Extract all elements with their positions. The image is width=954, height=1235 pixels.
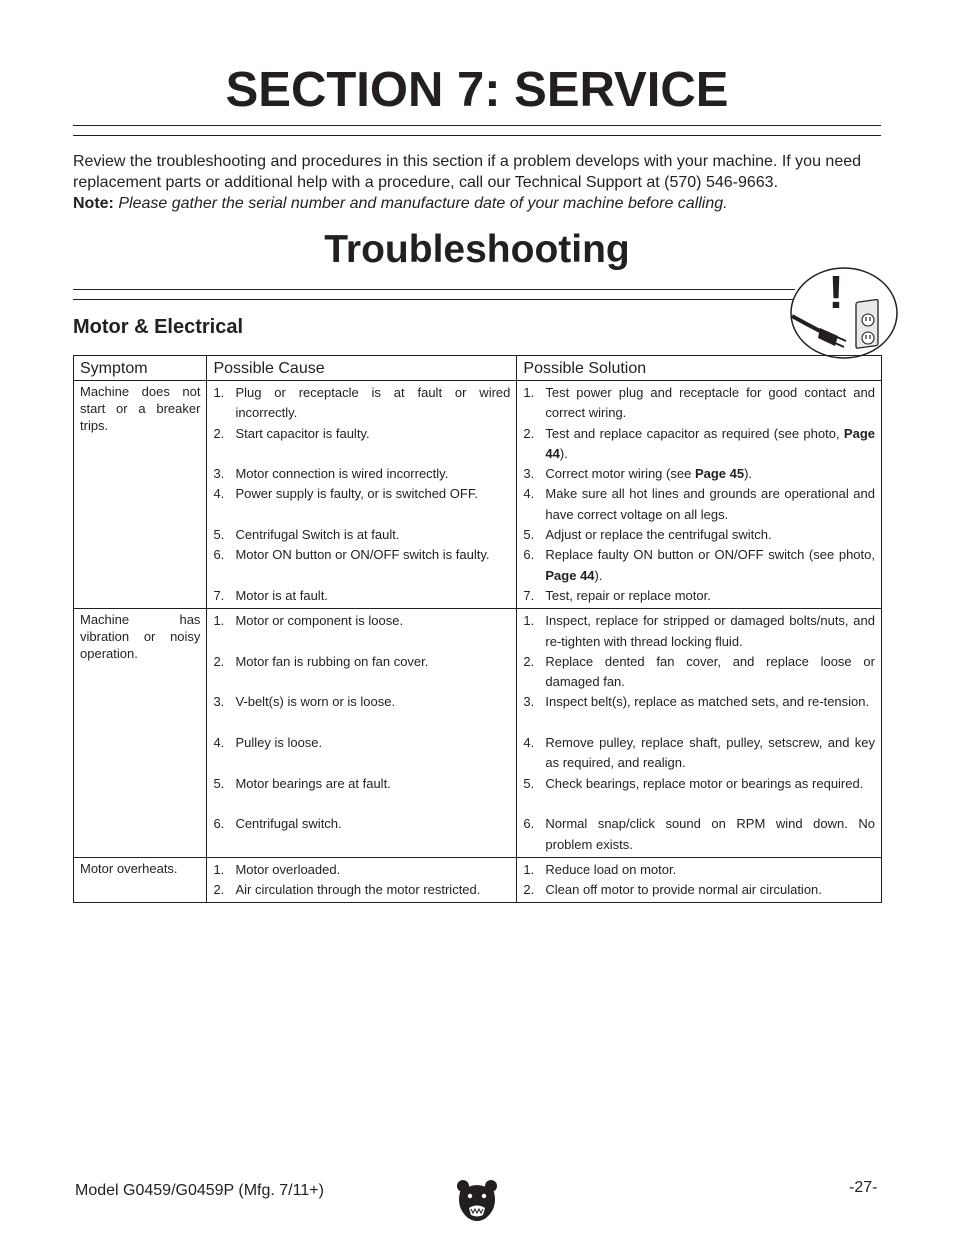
solution-number: 1. — [523, 385, 535, 400]
cause-item — [213, 733, 510, 774]
solution-item — [523, 525, 875, 545]
solution-number: 6. — [523, 816, 535, 832]
cause-number: 5. — [213, 775, 225, 791]
category-heading: Motor & Electrical — [73, 316, 244, 338]
troubleshooting-title: Troubleshooting — [324, 228, 630, 271]
exclamation-glyph: ! — [828, 266, 844, 318]
solution-number: 5. — [523, 775, 535, 791]
footer-model: Model G0459/G0459P (Mfg. 7/11+) — [75, 1182, 324, 1199]
cause-number: 6. — [213, 816, 225, 832]
cause-text: Motor ON button or ON/OFF switch is faulty. — [235, 547, 490, 563]
cause-number: 3. — [213, 694, 225, 710]
solution-number: 4. — [523, 486, 535, 502]
section-rule-bottom — [73, 135, 881, 136]
cause-cell — [207, 381, 517, 609]
cause-number: 2. — [213, 425, 225, 441]
solution-text: Inspect belt(s), replace as matched sets, and re-tension. — [545, 694, 870, 710]
solution-text: Test power plug and receptacle for good contact and correct wiring. — [545, 385, 875, 421]
symptom-cell: Machine has vibration or noisy operation. — [74, 609, 207, 858]
solution-number: 2. — [523, 882, 535, 898]
cause-item — [213, 860, 510, 880]
cause-item — [213, 545, 510, 586]
cause-cell — [207, 609, 517, 858]
solution-cell — [517, 609, 882, 858]
solution-item — [523, 611, 875, 652]
cause-text: Motor is at fault. — [235, 587, 328, 603]
solution-text: Test and replace capacitor as required (see photo, — [545, 425, 844, 441]
solution-number: 5. — [523, 527, 535, 543]
solution-text: Clean off motor to provide normal air circulation. — [545, 882, 822, 898]
cause-item — [213, 525, 510, 545]
solution-item — [523, 652, 875, 693]
solution-item — [523, 586, 875, 606]
solution-text: Make sure all hot lines and grounds are operational and have correct voltage on all legs. — [545, 486, 875, 522]
solution-text: Reduce load on motor. — [545, 861, 677, 877]
electrical-warning-icon — [788, 266, 900, 360]
solution-item — [523, 692, 875, 733]
solution-text: Correct motor wiring (see — [545, 466, 695, 482]
footer-page-number: -27- — [849, 1179, 878, 1196]
cause-text: Motor or component is loose. — [235, 613, 404, 629]
solution-text: Inspect, replace for stripped or damaged bolts/nuts, and re-tighten with thread locking fluid. — [545, 613, 875, 649]
page-reference: Page 44 — [545, 567, 595, 583]
solution-item — [523, 814, 875, 855]
symptom-cell: Machine does not start or a breaker trips. — [74, 381, 207, 609]
cause-text: Pulley is loose. — [235, 735, 323, 751]
solution-item — [523, 733, 875, 774]
cause-number: 6. — [213, 547, 225, 563]
solution-text: Replace faulty ON button or ON/OFF switch (see photo, — [545, 547, 875, 563]
solution-text-end: ). — [559, 445, 568, 461]
solution-number: 1. — [523, 861, 535, 877]
note-label: Note: — [73, 195, 114, 212]
header-possible-solution: Possible Solution — [517, 356, 882, 381]
solution-number: 2. — [523, 653, 535, 669]
cause-item — [213, 484, 510, 525]
cause-number: 4. — [213, 486, 225, 502]
solution-text: Replace dented fan cover, and replace loose or damaged fan. — [545, 653, 875, 690]
solution-cell — [517, 381, 882, 609]
cause-number: 3. — [213, 466, 225, 482]
cause-number: 2. — [213, 653, 225, 669]
cause-text: Motor fan is rubbing on fan cover. — [235, 653, 429, 669]
cause-cell — [207, 857, 517, 903]
page-reference: Page 44 — [545, 425, 875, 461]
cause-item — [213, 814, 510, 855]
solution-item — [523, 880, 875, 900]
solution-item — [523, 424, 875, 465]
solution-number: 1. — [523, 613, 535, 629]
troubleshooting-rule-bottom — [73, 299, 795, 300]
solution-number: 3. — [523, 694, 535, 710]
intro-paragraph — [73, 151, 883, 214]
cause-item — [213, 774, 510, 815]
cause-number: 2. — [213, 882, 225, 898]
solution-number: 6. — [523, 547, 535, 563]
cause-item — [213, 383, 510, 424]
solution-text-end: ). — [594, 567, 603, 583]
cause-text: Plug or receptacle is at fault or wired incorrectly. — [235, 385, 511, 421]
intro-text: Review the troubleshooting and procedures in this section if a problem develops with your machine. If you need replacement parts or additional help with a procedure, call our Technical Support at (570) 546-9663. — [73, 153, 862, 191]
header-symptom: Symptom — [74, 356, 207, 381]
solution-cell — [517, 857, 882, 903]
cause-number: 1. — [213, 385, 225, 400]
page-reference: Page 45 — [694, 466, 745, 482]
solution-item — [523, 484, 875, 525]
cause-item — [213, 424, 510, 465]
cause-number: 1. — [213, 861, 225, 877]
solution-item — [523, 545, 875, 586]
solution-item — [523, 464, 875, 484]
cause-text: Start capacitor is faulty. — [235, 425, 370, 441]
cause-text: Motor bearings are at fault. — [235, 775, 391, 791]
header-possible-cause: Possible Cause — [207, 356, 517, 381]
solution-number: 4. — [523, 735, 535, 751]
table-row — [74, 857, 882, 903]
cause-number: 5. — [213, 527, 225, 543]
troubleshooting-table — [73, 355, 882, 903]
cause-item — [213, 880, 510, 900]
cause-number: 7. — [213, 587, 225, 603]
cause-text: V-belt(s) is worn or is loose. — [235, 694, 396, 710]
solution-text-end: ). — [744, 466, 753, 482]
table-row — [74, 381, 882, 609]
bear-logo-icon — [456, 1178, 498, 1224]
cause-text: Power supply is faulty, or is switched OFF. — [235, 486, 478, 502]
solution-text: Test, repair or replace motor. — [545, 587, 711, 603]
solution-item — [523, 860, 875, 880]
cause-item — [213, 611, 510, 652]
solution-number: 7. — [523, 587, 535, 603]
cause-number: 4. — [213, 735, 225, 751]
solution-number: 3. — [523, 466, 535, 482]
cause-number: 1. — [213, 613, 225, 629]
cause-item — [213, 586, 510, 606]
cause-text: Centrifugal Switch is at fault. — [235, 527, 400, 543]
solution-text: Adjust or replace the centrifugal switch. — [545, 527, 772, 543]
table-row — [74, 609, 882, 858]
symptom-cell: Motor overheats. — [74, 857, 207, 903]
solution-text: Remove pulley, replace shaft, pulley, setscrew, and key as required, and realign. — [545, 735, 875, 771]
cause-item — [213, 652, 510, 693]
table-header-row — [74, 356, 882, 381]
cause-text: Air circulation through the motor restricted. — [235, 882, 481, 898]
solution-number: 2. — [523, 425, 535, 441]
cause-text: Motor connection is wired incorrectly. — [235, 466, 449, 482]
solution-item — [523, 774, 875, 815]
solution-item — [523, 383, 875, 424]
note-text: Please gather the serial number and manufacture date of your machine before calling. — [118, 195, 728, 212]
cause-text: Motor overloaded. — [235, 861, 341, 877]
troubleshooting-rule-top — [73, 289, 795, 290]
section-rule-top — [73, 125, 881, 126]
cause-item — [213, 464, 510, 484]
cause-text: Centrifugal switch. — [235, 816, 342, 832]
solution-text: Normal snap/click sound on RPM wind down. No problem exists. — [545, 816, 875, 852]
solution-text: Check bearings, replace motor or bearings as required. — [545, 775, 864, 791]
cause-item — [213, 692, 510, 733]
section-title: SECTION 7: SERVICE — [225, 63, 729, 117]
